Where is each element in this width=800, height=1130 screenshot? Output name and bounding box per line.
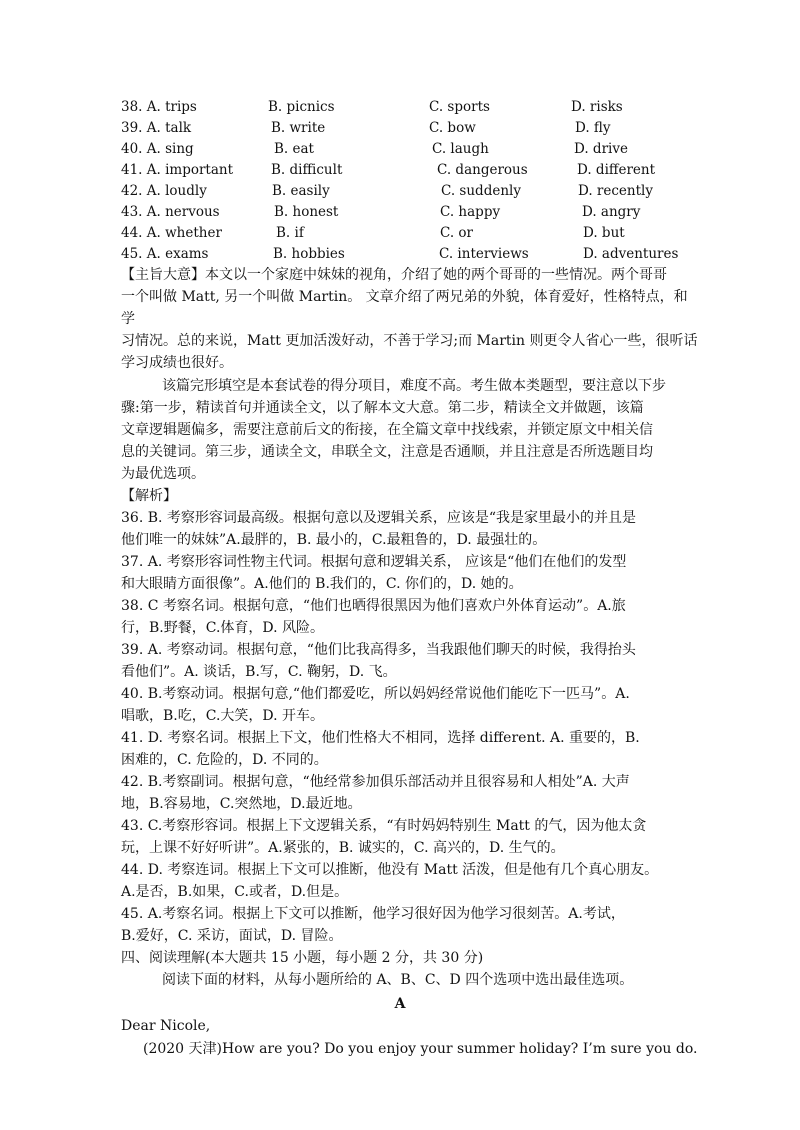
explanation-line: 38. C 考察名词。根据句意，“他们也晒得很黑因为他们喜欢户外体育运动”。A.旅 — [121, 598, 626, 614]
summary-heading-line: 【主旨大意】本文以一个家庭中妹妹的视角，介绍了她的两个哥哥的一些情况。两个哥哥 — [121, 267, 667, 283]
passage-label: A — [394, 996, 406, 1012]
explanation-line: 看他们”。A. 谈话，B.写，C. 鞠躬，D. 飞。 — [121, 664, 397, 680]
text-line: 为最优选项。 — [121, 466, 205, 482]
option-row-45 — [0, 246, 800, 267]
option-c: C. or — [440, 225, 474, 241]
option-d: D. different — [577, 162, 656, 178]
option-d: D. but — [583, 225, 625, 241]
option-c: C. suddenly — [441, 183, 521, 199]
explanation-line: 36. B. 考察形容词最高级。根据句意以及逻辑关系，应该是“我是家里最小的并且是 — [121, 510, 637, 526]
option-d: D. angry — [582, 204, 641, 220]
option-a: 45. A. exams — [121, 246, 209, 262]
text-line: 息的关键词。第三步，通读全文，串联全文，注意是否通顺，并且注意是否所选题目均 — [121, 444, 653, 460]
option-row-43 — [0, 204, 800, 225]
explanation-line: 他们唯一的妹妹”A.最胖的，B. 最小的，C.最粗鲁的，D. 最强壮的。 — [121, 532, 547, 548]
option-a: 39. A. talk — [121, 120, 192, 136]
option-b: B. difficult — [271, 162, 343, 178]
text-line: 学 — [121, 311, 135, 327]
text-line: 学习成绩也很好。 — [121, 355, 233, 371]
option-c: C. bow — [429, 120, 476, 136]
option-row-39 — [0, 120, 800, 141]
option-a: 44. A. whether — [121, 225, 222, 241]
analysis-heading: 【解析】 — [121, 488, 177, 504]
option-c: C. interviews — [439, 246, 529, 262]
explanation-line: 41. D. 考察名词。根据上下文，他们性格大不相同，选择 different. A. 重要的，B. — [121, 730, 640, 746]
letter-first-line: (2020 天津)How are you? Do you enjoy your summer holiday? I’m sure you do. — [143, 1041, 698, 1057]
explanation-line: B.爱好，C. 采访，面试，D. 冒险。 — [121, 928, 343, 944]
option-b: B. easily — [272, 183, 330, 199]
option-d: D. recently — [578, 183, 653, 199]
text-line: 一个叫做 Matt, 另一个叫做 Martin。 文章介绍了两兄弟的外貌，体育爱好，性格特点，和 — [121, 289, 688, 305]
option-row-44 — [0, 225, 800, 246]
option-b: B. picnics — [268, 99, 335, 115]
explanation-line: 44. D. 考察连词。根据上下文可以推断，他没有 Matt 活泼，但是他有几个真心朋友。 — [121, 862, 659, 878]
explanation-line: 困难的，C. 危险的，D. 不同的。 — [121, 752, 328, 768]
option-d: D. fly — [575, 120, 611, 136]
explanation-line: 40. B.考察动词。根据句意,“他们都爱吃，所以妈妈经常说他们能吃下一匹马”。A. — [121, 686, 630, 702]
option-b: B. if — [276, 225, 304, 241]
option-d: D. risks — [571, 99, 623, 115]
text-line: 骤:第一步，精读首句并通读全文，以了解本文大意。第二步，精读全文并做题，该篇 — [121, 400, 644, 416]
option-c: C. sports — [429, 99, 490, 115]
option-d: D. adventures — [583, 246, 679, 262]
option-b: B. honest — [274, 204, 339, 220]
text-line: 习情况。总的来说，Matt 更加活泼好动，不善于学习;而 Martin 则更令人省心一些，很听话 — [121, 333, 698, 349]
option-b: B. hobbies — [273, 246, 345, 262]
explanation-line: A.是否，B.如果，C.或者，D.但是。 — [121, 884, 349, 900]
option-row-38 — [0, 99, 800, 120]
section-heading: 四、阅读理解(本大题共 15 小题，每小题 2 分，共 30 分) — [121, 950, 484, 966]
option-a: 42. A. loudly — [121, 183, 207, 199]
text-line: 文章逻辑题偏多，需要注意前后文的衔接，在全篇文章中找线索，并锁定原文中相关信 — [121, 422, 653, 438]
explanation-line: 45. A.考察名词。根据上下文可以推断，他学习很好因为他学习很刻苦。A.考试， — [121, 906, 625, 922]
explanation-line: 和大眼睛方面很像”。A.他们的 B.我们的，C. 你们的，D. 她的。 — [121, 576, 523, 592]
explanation-line: 行，B.野餐，C.体育，D. 风险。 — [121, 620, 325, 636]
option-row-40 — [0, 141, 800, 162]
option-c: C. dangerous — [437, 162, 528, 178]
option-row-42 — [0, 183, 800, 204]
text-line: 该篇完形填空是本套试卷的得分项目，难度不高。考生做本类题型，要注意以下步 — [162, 378, 666, 394]
option-c: C. laugh — [432, 141, 489, 157]
option-a: 40. A. sing — [121, 141, 194, 157]
explanation-line: 43. C.考察形容词。根据上下文逻辑关系，“有时妈妈特别生 Matt 的气，因为他太贪 — [121, 818, 647, 834]
option-a: 43. A. nervous — [121, 204, 220, 220]
option-row-41 — [0, 162, 800, 183]
explanation-line: 39. A. 考察动词。根据句意，“他们比我高得多，当我跟他们聊天的时候，我得抬头 — [121, 642, 636, 658]
letter-salutation: Dear Nicole, — [121, 1018, 211, 1034]
explanation-line: 玩，上课不好好听讲”。A.紧张的，B. 诚实的，C. 高兴的，D. 生气的。 — [121, 840, 565, 856]
explanation-line: 地，B.容易地，C.突然地，D.最近地。 — [121, 796, 362, 812]
option-b: B. eat — [274, 141, 314, 157]
explanation-line: 37. A. 考察形容词性物主代词。根据句意和逻辑关系， 应该是“他们在他们的发型 — [121, 554, 627, 570]
option-d: D. drive — [574, 141, 628, 157]
option-a: 41. A. important — [121, 162, 234, 178]
option-b: B. write — [271, 120, 326, 136]
option-a: 38. A. trips — [121, 99, 197, 115]
explanation-line: 42. B.考察副词。根据句意，“他经常参加俱乐部活动并且很容易和人相处”A. 大声 — [121, 774, 630, 790]
option-c: C. happy — [440, 204, 501, 220]
instruction-line: 阅读下面的材料，从每小题所给的 A、B、C、D 四个选项中选出最佳选项。 — [162, 972, 634, 988]
explanation-line: 唱歌，B.吃，C.大笑，D. 开车。 — [121, 708, 325, 724]
